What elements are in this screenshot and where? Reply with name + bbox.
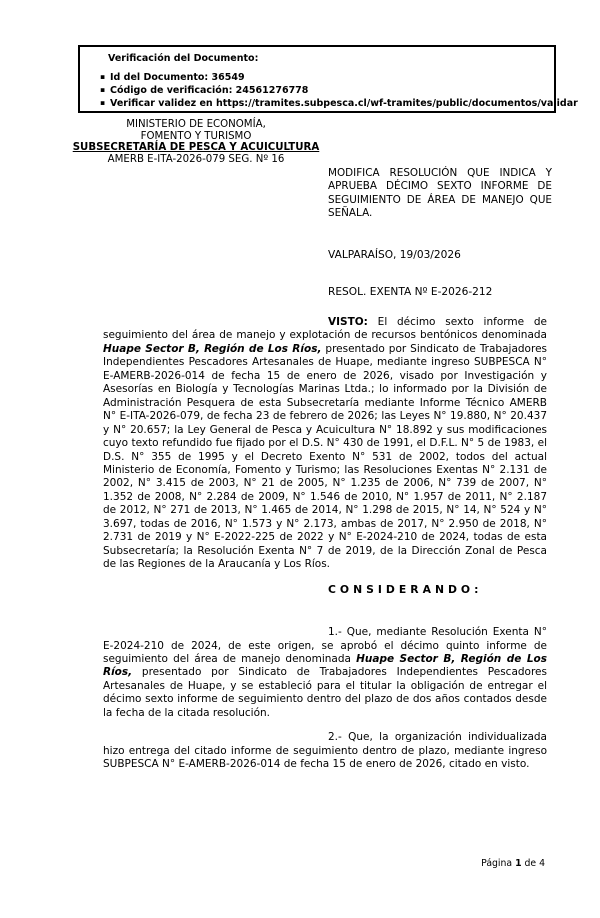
verification-url-text: Verificar validez en https://tramites.subpesca.cl/wf-tramites/public/documentos/validar bbox=[110, 98, 578, 110]
document-body bbox=[103, 316, 547, 783]
visto-area-name: Huape Sector B, Región de Los Ríos, bbox=[103, 342, 322, 355]
bullet-icon: ▪ bbox=[100, 72, 106, 81]
paragraph-1-text-1: 1.- Que, mediante Resolución Exenta N° E-2024-210 de 2024, de este origen, se aprobó el décimo quinto informe de seguimiento del área de manejo denominada bbox=[103, 626, 547, 665]
considerando-paragraph-2: 2.- Que, la organización individualizada hizo entrega del citado informe de seguimiento dentro de plazo, mediante ingreso SUBPESCA N° E-AMERB-2026-014 de fecha 15 de enero de 2026, citado en visto. bbox=[103, 731, 547, 771]
verification-box bbox=[78, 45, 578, 113]
verification-code-text: Código de verificación: 24561276778 bbox=[110, 85, 309, 97]
footer-page-prefix: Página bbox=[481, 858, 516, 869]
verification-item-doc-id bbox=[100, 71, 546, 83]
verification-doc-id-text: Id del Documento: 36549 bbox=[110, 72, 245, 83]
paragraph-1-area-name: Huape Sector B, Región de Los Ríos, bbox=[103, 652, 547, 679]
resolution-subject: MODIFICA RESOLUCIÓN QUE INDICA Y APRUEBA DÉCIMO SEXTO INFORME DE SEGUIMIENTO DE ÁREA DE MANEJO QUE SEÑALA. bbox=[328, 167, 552, 220]
visto-paragraph bbox=[103, 316, 547, 572]
reference-number-line: AMERB E-ITA-2026-079 SEG. Nº 16 bbox=[107, 153, 285, 165]
visto-label: VISTO: bbox=[328, 316, 368, 328]
visto-text-1: El décimo sexto informe de seguimiento del área de manejo y explotación de recursos bentónicos denominada bbox=[103, 316, 547, 342]
visto-text-2: presentado por Sindicato de Trabajadores Independientes Pescadores Artesanales de Huape, mediante ingreso SUBPESCA N° E-AMERB-2026-014 de fecha 15 de enero de 2026, visado por Investigación y Asesorías en Biología y Tecnologías Marinas Ltda.; lo informado por la División de Administración Pesquera de esta Subsecretaría mediante Informe Técnico AMERB N° E-ITA-2026-079, de fecha 23 de febrero de 2026; las Leyes N° 19.880, N° 20.437 y N° 20.657; la Ley General de Pesca y Acuicultura N° 18.892 y sus modificaciones cuyo texto refundido fue fijado por el D.S. N° 430 de 1991, el D.F.L. N° 5 de 1983, el D.S. N° 355 de 1995 y el Decreto Exento N° 531 de 2002, todos del actual Ministerio de Economía, Fomento y Turismo; las Resoluciones Exentas N° 2.131 de 2002, N° 3.415 de 2003, N° 21 de 2005, N° 1.235 de 2006, N° 739 de 2007, N° 1.352 de 2008, N° 2.284 de 2009, N° 1.546 de 2010, N° 1.957 de 2011, N° 2.187 de 2012, N° 271 de 2013, N° 1.465 de 2014, N° 1.298 de 2015, N° 14, N° 524 y N° 3.697, todas de 2016, N° 1.573 y N° 2.173, ambas de 2017, N° 2.950 de 2018, N° 2.731 de 2019 y N° E-2022-225 de 2022 y N° E-2024-210 de 2024, todas de esta Subsecretaría; la Resolución Exenta N° 7 de 2019, de la Dirección Zonal de Pesca de las Regiones de la Araucanía y Los Ríos. bbox=[103, 342, 547, 571]
place-and-date: VALPARAÍSO, 19/03/2026 bbox=[328, 249, 461, 261]
paragraph-1-text-2: presentado por Sindicato de Trabajadores Independientes Pescadores Artesanales de Huape, y se estableció para el titular la obligación de entregar el décimo sexto informe de seguimiento dentro del plazo de dos años contados desde la fecha de la citada resolución. bbox=[103, 666, 547, 719]
bullet-icon: ▪ bbox=[100, 98, 106, 108]
bullet-icon: ▪ bbox=[100, 85, 106, 95]
letterhead bbox=[56, 119, 336, 165]
footer-page-suffix: de 4 bbox=[521, 858, 545, 869]
page-footer bbox=[481, 858, 545, 869]
considerando-paragraph-1 bbox=[103, 626, 547, 720]
subsecretaria-line: SUBSECRETARÍA DE PESCA Y ACUICULTURA bbox=[72, 142, 320, 154]
ministry-line-2: FOMENTO Y TURISMO bbox=[140, 130, 252, 142]
footer-page-number: 1 bbox=[515, 858, 522, 869]
resolution-number: RESOL. EXENTA Nº E-2026-212 bbox=[328, 286, 493, 298]
verification-title: Verificación del Documento: bbox=[108, 53, 259, 64]
verification-item-code bbox=[100, 84, 546, 96]
verification-item-url bbox=[100, 97, 578, 110]
ministry-line-1: MINISTERIO DE ECONOMÍA, bbox=[126, 119, 266, 130]
considerando-heading: CONSIDERANDO: bbox=[328, 582, 483, 596]
